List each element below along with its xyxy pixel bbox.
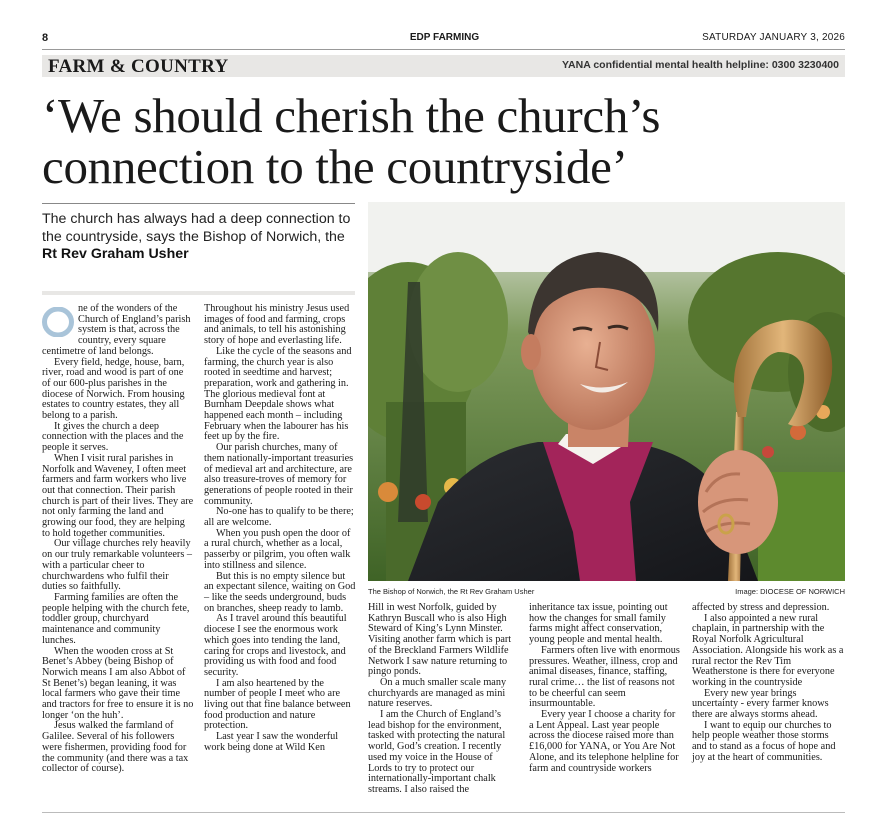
paragraph: I am also heartened by the number of people I meet who are living out that fine balance between food production and nature protection. <box>204 677 351 732</box>
paragraph: Farmers often live with enormous pressures. Weather, illness, crop and animal diseases, finance, staffing, rural crime… the list of reasons not to be cheerful can seem insurmountable. <box>529 644 680 710</box>
paragraph: Last year I saw the wonderful work being done at Wild Ken <box>204 731 339 753</box>
author-name: Rt Rev Graham Usher <box>42 246 189 262</box>
paragraph: No-one has to qualify to be there; all are welcome. <box>204 506 354 529</box>
paragraph: affected by stress and depression. <box>692 602 830 613</box>
paragraph: Throughout his ministry Jesus used images of food and farming, crops and animals, to tell his astonishing story of hope and everlasting life. <box>204 303 350 347</box>
paragraph: I want to equip our churches to help people weather those storms and to stand as a focus of hope and joy at the heart of communities. <box>692 719 836 763</box>
headline-line-1: ‘We should cherish the church’s <box>42 88 661 143</box>
paragraph: Every new year brings uncertainty - every farmer knows there are always storms ahead. <box>692 687 829 721</box>
article-column-5 <box>692 603 844 764</box>
article-column-3 <box>368 603 518 796</box>
article-column-2 <box>204 304 356 754</box>
section-title: FARM & COUNTRY <box>48 56 229 77</box>
bishop-photo <box>368 202 845 581</box>
paragraph: When the wooden cross at St Benet’s Abbey (being Bishop of Norwich means I am also Abbot of St Benet’s) began leaning, it was local farmers who gave their time and tractors for free to ensure it is no longer ‘on the huh’. <box>42 645 194 721</box>
article-column-1 <box>42 304 194 775</box>
paragraph: When you push open the door of a rural church, whether as a local, passerby or pilgrim, you often walk into stillness and silence. <box>204 527 351 571</box>
issue-date: SATURDAY JANUARY 3, 2026 <box>702 32 845 43</box>
paragraph: inheritance tax issue, pointing out how the changes for small family farms might affect conservation, young people and mental health. <box>529 602 668 646</box>
footer-rule <box>42 812 845 813</box>
article-column-4 <box>529 603 680 774</box>
paragraph: I also appointed a new rural chaplain, in partnership with the Royal Norfolk Agricultural Association. Alongside his work as a rural rector the Rev Tim Weatherstone is there for everyone working in the countryside <box>692 612 844 688</box>
standfirst <box>42 211 358 264</box>
masthead-rule <box>42 49 845 50</box>
paragraph: Hill in west Norfolk, guided by Kathryn Buscall who is also High Steward of King’s Lynn Minster. Visiting another farm which is part of the Breckland Farmers Wildlife Network I saw nature returning to pingo ponds. <box>368 602 512 678</box>
helpline-notice: YANA confidential mental health helpline: 0300 3230400 <box>562 59 839 71</box>
dropcap-o <box>42 307 74 337</box>
paragraph: As I travel around this beautiful diocese I see the enormous work which goes into tending the land, caring for crops and livestock, and providing us with food and food security. <box>204 613 347 678</box>
publication-name: EDP FARMING <box>409 32 480 43</box>
headline <box>42 90 842 192</box>
paragraph: It gives the church a deep connection with the places and the people it serves. <box>42 420 184 454</box>
photo-caption: The Bishop of Norwich, the Rt Rev Graham Usher <box>368 587 535 596</box>
page-number: 8 <box>42 32 49 44</box>
photo-credit: Image: DIOCESE OF NORWICH <box>735 587 845 596</box>
standfirst-bar <box>42 291 355 295</box>
section-bar <box>42 55 845 77</box>
paragraph: Like the cycle of the seasons and farming, the church year is also rooted in seedtime and harvest; preparation, work and gathering in. The glorious medieval font at Burnham Deepdale shows what happened each month – including February when the labourer has his feet up by the fire. <box>204 345 352 443</box>
paragraph: But this is no empty silence but an expectant silence, waiting on God – like the seeds underground, buds on branches, sheep ready to lamb. <box>204 570 356 614</box>
paragraph: I am the Church of England’s lead bishop for the environment, tasked with protecting the natural world, God’s creation. I recently used my voice in the House of Lords to try to protect our internationally-important chalk streams. I also raised the <box>368 709 506 795</box>
paragraph: Our parish churches, many of them nationally-important treasuries of medieval art and architecture, are also treasure-troves of memory for generations of people rooted in their community. <box>204 442 354 507</box>
paragraph: Jesus walked the farmland of Galilee. Several of his followers were fishermen, providing food for the community (and there was a tax collector of course). <box>42 720 189 775</box>
paragraph: Our village churches rely heavily on our truly remarkable volunteers – with a particular cheer to churchwardens who fulfil their duties so faithfully. <box>42 538 193 593</box>
paragraph: When I visit rural parishes in Norfolk and Waveney, I often meet farmers and farm workers who live out that connection. Their parish church is part of their lives. They are not only farming the land and growing our food, they are helping to hold together communities. <box>42 452 194 539</box>
standfirst-rule <box>42 203 355 204</box>
headline-line-2: connection to the countryside’ <box>42 139 628 194</box>
paragraph: Farming families are often the people helping with the church fete, toddler group, churchyard maintenance and community lunches. <box>42 591 190 646</box>
paragraph: On a much smaller scale many churchyards are managed as mini nature reserves. <box>368 676 507 710</box>
paragraph: ne of the wonders of the Church of England’s parish system is that, across the country, every square centimetre of land belongs. <box>42 303 191 357</box>
paragraph: Every year I choose a charity for a Lent Appeal. Last year people across the diocese raised more than £16,000 for YANA, or You Are Not Alone, and its telephone helpline for farm and countryside workers <box>529 709 679 774</box>
paragraph: Every field, hedge, house, barn, river, road and wood is part of one of our 600-plus parishes in the diocese of Norwich. From housing estates to country estates, they all belong to a parish. <box>42 356 185 422</box>
standfirst-text: The church has always had a deep connection to the countryside, says the Bishop of Norwich, the <box>42 211 351 245</box>
